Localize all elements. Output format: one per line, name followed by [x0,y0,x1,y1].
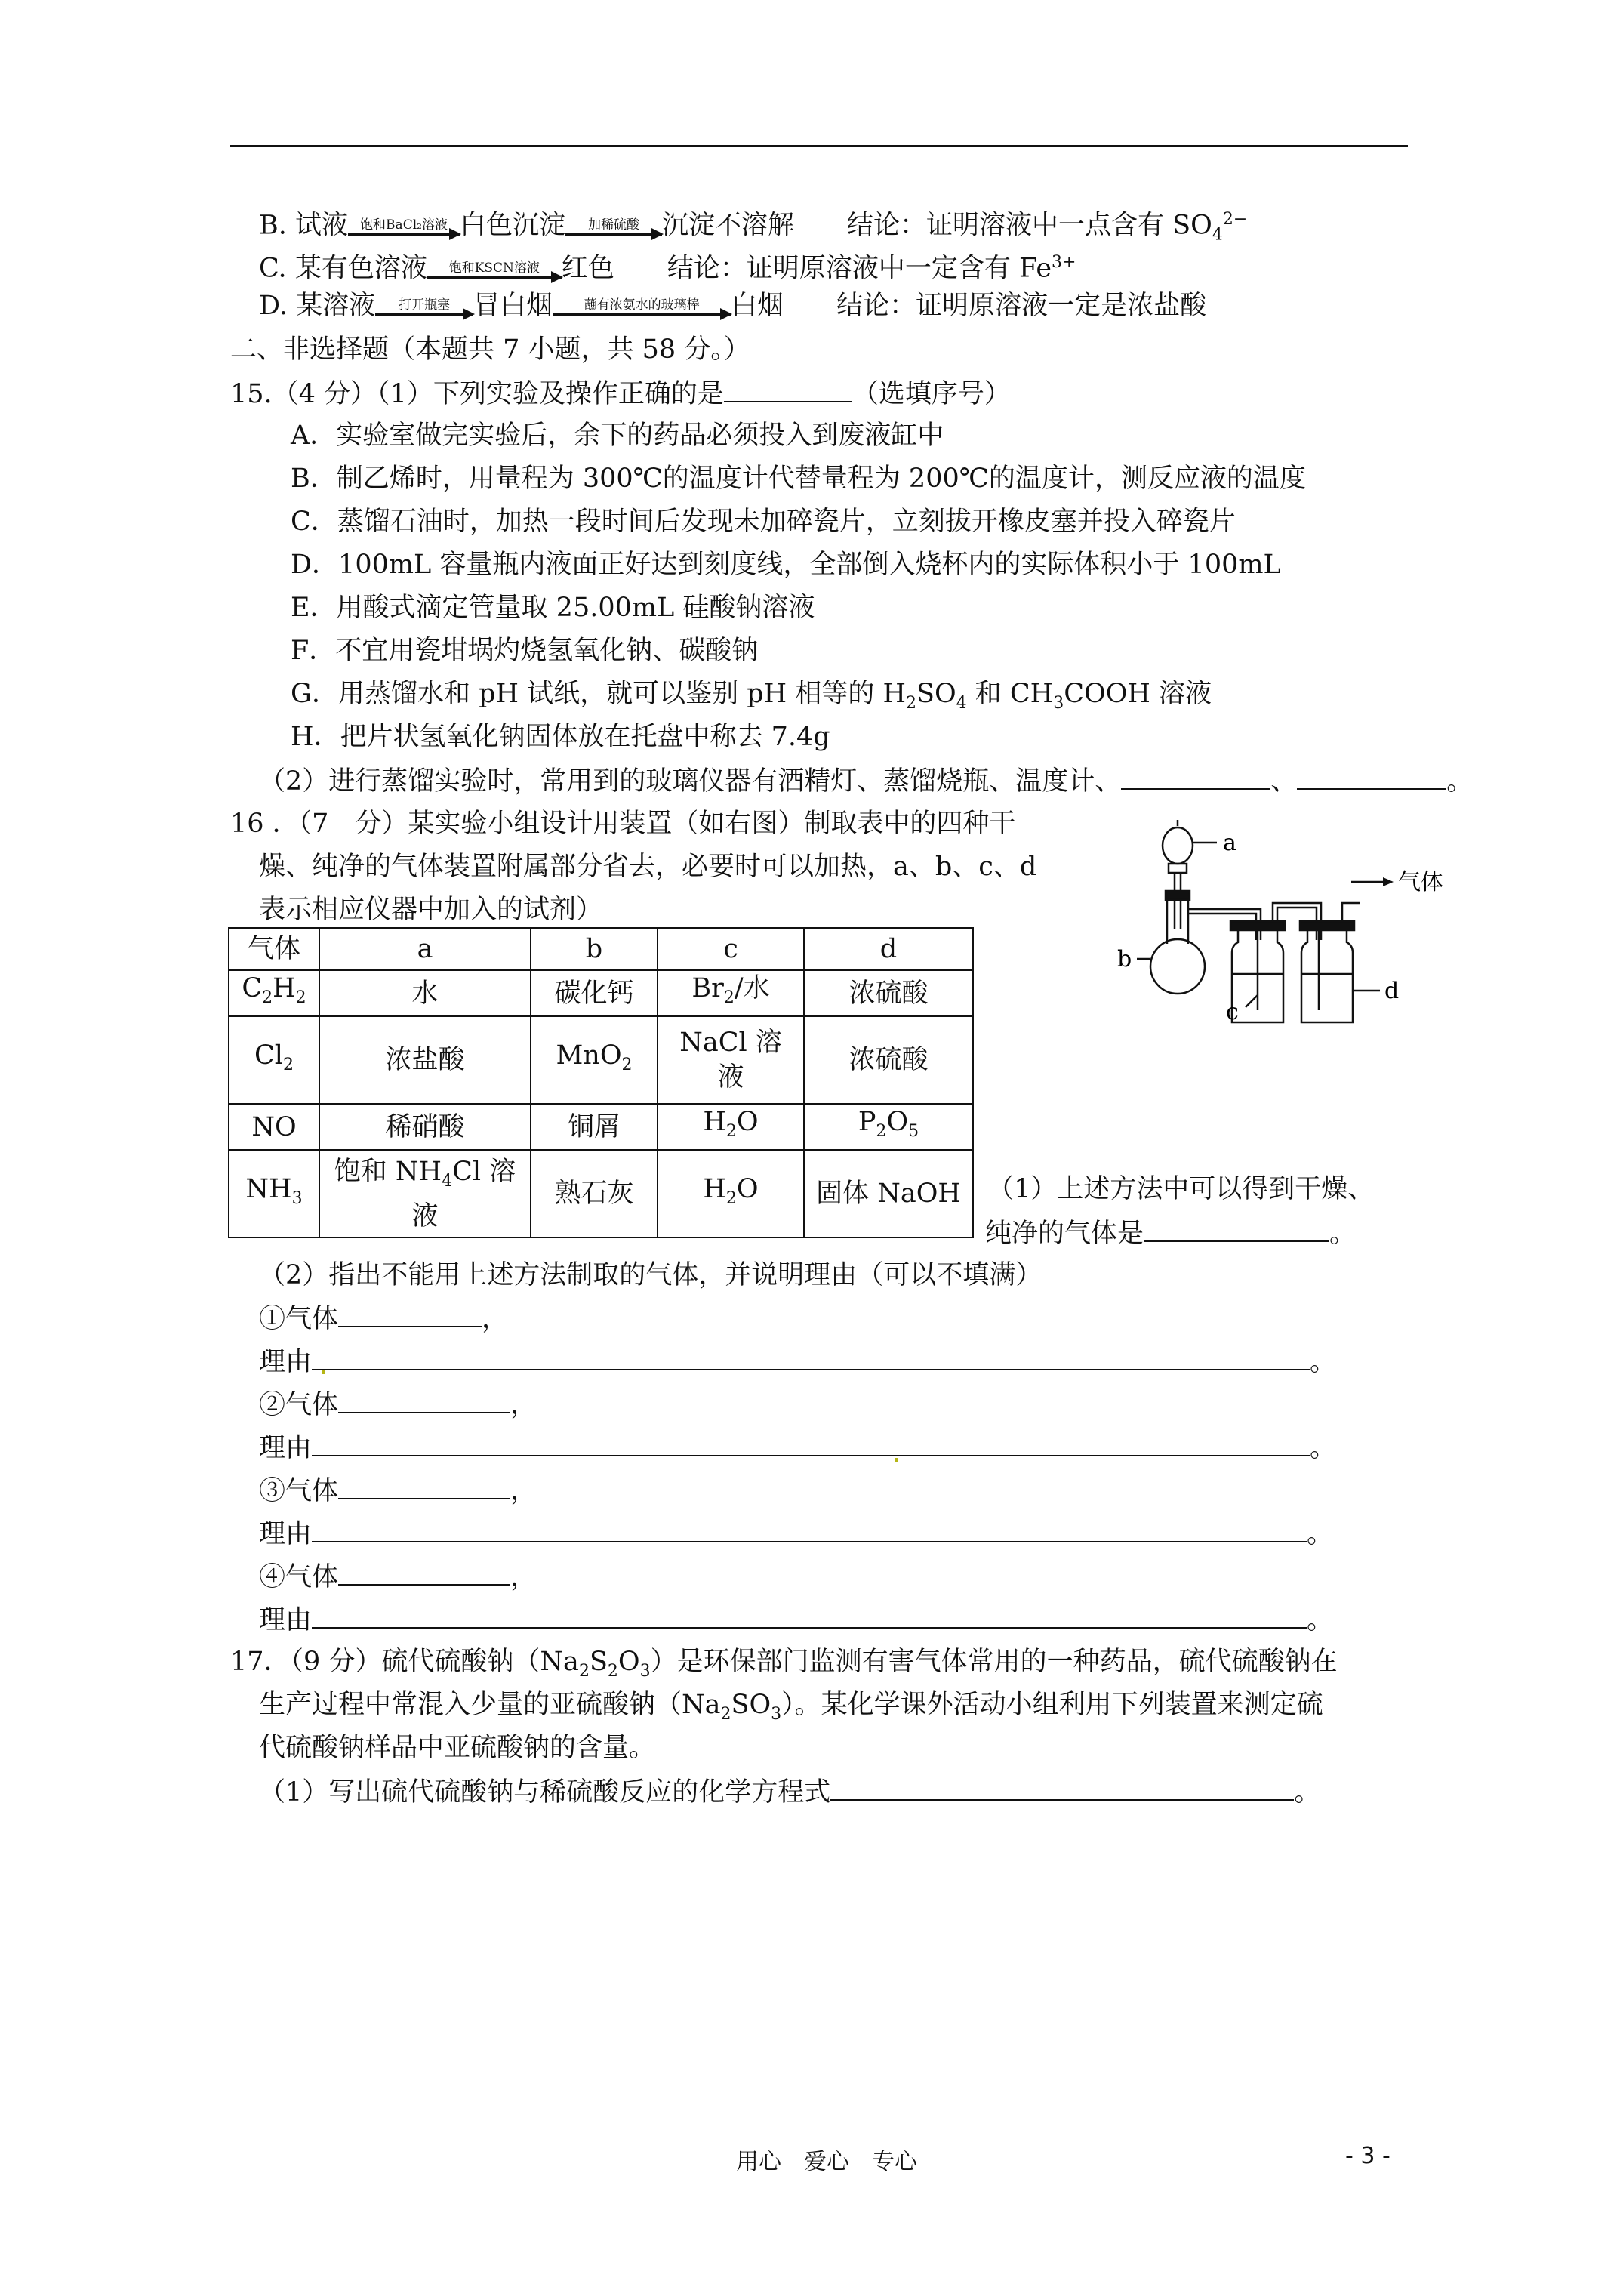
table-cell: $H_2O$ [658,1104,804,1150]
diagram-label-c: c [1226,999,1239,1025]
table-header: d [804,928,973,970]
answer-blank[interactable] [338,1386,510,1413]
table-cell: 饱和 $NH_4Cl$ 溶 液 [319,1150,531,1237]
answer-blank[interactable] [312,1343,1310,1370]
answer-blank[interactable] [312,1515,1307,1542]
q15-option-a: A．实验室做完实验后，余下的药品必须投入到废液缸中 [291,421,944,451]
footer-motto: 用心 爱心 专心 [736,2149,917,2175]
section-2-title: 二、非选择题（本题共 7 小题，共 58 分。） [230,334,750,365]
table-header: c [658,928,804,970]
q15-option-g: G．用蒸馏水和 pH 试纸，就可以鉴别 pH 相等的 $H_2SO_4$ 和 $CH_3COOH$ 溶液 [291,679,1212,713]
diagram-label-a: a [1223,830,1236,856]
reagent-table [228,927,974,1238]
q15-option-e: E．用酸式滴定管量取 25.00mL 硅酸钠溶液 [291,593,815,623]
q15-option-h: H．把片状氢氧化钠固体放在托盘中称去 7.4g [291,722,830,752]
q15-option-d: D．100mL 容量瓶内液面正好达到刻度线，全部倒入烧杯内的实际体积小于 100mL [291,550,1281,580]
answer-blank[interactable] [724,375,852,402]
answer-blank[interactable] [1121,763,1270,790]
q16-line1: 16 ．（7 分）某实验小组设计用装置（如右图）制取表中的四种干 [230,809,1016,839]
table-cell: 浓硫酸 [804,970,973,1016]
table-cell: 碳化钙 [531,970,658,1016]
stray-mark [322,1370,325,1374]
answer-blank[interactable] [1297,763,1446,790]
reaction-arrow: 饱和BaCl₂溶液 [348,218,460,236]
table-header: b [531,928,658,970]
answer-blank[interactable] [338,1300,482,1327]
header-rule [230,145,1408,147]
table-cell: $NH_3$ [229,1150,319,1237]
q16-gas-1: ①气体 ， [259,1300,508,1336]
table-row [229,1104,973,1150]
q16-part2: （2）指出不能用上述方法制取的气体，并说明理由（可以不填满） [259,1260,1042,1290]
diagram-label-b: b [1117,946,1132,972]
q17-line1: 17．（9 分）硫代硫酸钠$(Na_2S_2O_3)$是环保部门监测有害气体常用的一种药品，硫代硫酸钠在 [230,1647,1338,1681]
table-cell: NO [229,1104,319,1150]
table-header-row [229,928,973,970]
table-cell: 铜屑 [531,1104,658,1150]
q14-option-d: D. 某溶液 打开瓶塞 冒白烟 蘸有浓氨水的玻璃棒 白烟 结论：证明原溶液一定是浓盐酸 [259,291,1207,321]
table-cell: 浓盐酸 [319,1016,531,1104]
reaction-arrow: 打开瓶塞 [375,298,473,316]
q15-option-b: B．制乙烯时，用量程为 300℃的温度计代替量程为 200℃的温度计，测反应液的温度 [291,464,1306,494]
q14-option-c: C. 某有色溶液 饱和KSCN溶液 红色 结论：证明原溶液中一定含有 $Fe^{3+}$ [259,253,1076,284]
table-cell: $C_2H_2$ [229,970,319,1016]
table-cell: $P_2O_5$ [804,1104,973,1150]
diagram-gas-label: 气体 [1398,869,1443,895]
q16-gas-3: ③气体 ， [259,1472,537,1509]
table-cell: $Cl_2$ [229,1016,319,1104]
answer-blank[interactable] [312,1429,1310,1456]
reaction-arrow: 饱和KSCN溶液 [427,261,562,279]
q16-line2: 燥、纯净的气体装置附属部分省去，必要时可以加热，a、b、c、d [259,852,1037,882]
q17-line2: 生产过程中常混入少量的亚硫酸钠$(Na_2SO_3)$。某化学课外活动小组利用下列装置来测定硫 [259,1690,1323,1724]
answer-blank[interactable] [338,1558,510,1586]
answer-blank[interactable] [1144,1215,1329,1242]
q15-stem: 15.（4 分）（1）下列实验及操作正确的是 （选填序号） [230,375,1011,411]
q16-part1-line2: 纯净的气体是 。 [985,1215,1356,1251]
table-cell: $H_2O$ [658,1150,804,1237]
table-cell: 固体 NaOH [804,1150,973,1237]
answer-blank[interactable] [338,1472,510,1499]
reaction-arrow: 加稀硫酸 [565,218,662,236]
q15-option-f: F．不宜用瓷坩埚灼烧氢氧化钠、碳酸钠 [291,636,759,666]
q16-gas-2: ②气体 ， [259,1386,537,1422]
q14-option-b: B. 试液 饱和BaCl₂溶液 白色沉淀 加稀硫酸 沉淀不溶解 结论：证明溶液中一点含有 $SO_4^{2-}$ [259,210,1248,245]
q17-part1: （1）写出硫代硫酸钠与稀硫酸反应的化学方程式 。 [259,1774,1320,1810]
answer-blank[interactable] [830,1774,1294,1801]
q16-reason-3: 理由 。 [259,1515,1333,1552]
table-cell: 浓硫酸 [804,1016,973,1104]
table-header: a [319,928,531,970]
gas-apparatus-diagram [1102,815,1457,1042]
q16-part1-line1: （1）上述方法中可以得到干燥、 [987,1174,1375,1204]
q15-option-c: C．蒸馏石油时，加热一段时间后发现未加碎瓷片，立刻拔开橡皮塞并投入碎瓷片 [291,507,1236,537]
q16-reason-4: 理由 。 [259,1601,1333,1638]
q16-reason-1: 理由 。 [259,1343,1336,1379]
answer-blank[interactable] [312,1601,1307,1629]
table-row [229,1016,973,1104]
table-cell: MnO$_2$ [531,1016,658,1104]
table-cell: NaCl 溶 液 [658,1016,804,1104]
table-row [229,1150,973,1237]
q16-line3: 表示相应仪器中加入的试剂） [259,895,603,925]
diagram-label-d: d [1384,978,1400,1004]
table-cell: 水 [319,970,531,1016]
q16-gas-4: ④气体 ， [259,1558,537,1595]
reaction-arrow: 蘸有浓氨水的玻璃棒 [553,298,731,316]
table-cell: $Br_2/$水 [658,970,804,1016]
q17-line3: 代硫酸钠样品中亚硫酸钠的含量。 [259,1733,656,1763]
table-row [229,970,973,1016]
q15-part2: （2）进行蒸馏实验时，常用到的玻璃仪器有酒精灯、蒸馏烧瓶、温度计、 、 。 [259,763,1473,799]
table-header: 气体 [229,928,319,970]
page-number: - 3 - [1345,2143,1390,2169]
table-cell: 稀硝酸 [319,1104,531,1150]
table-cell: 熟石灰 [531,1150,658,1237]
stray-mark [895,1458,898,1462]
q16-reason-2: 理由 。 [259,1429,1336,1465]
